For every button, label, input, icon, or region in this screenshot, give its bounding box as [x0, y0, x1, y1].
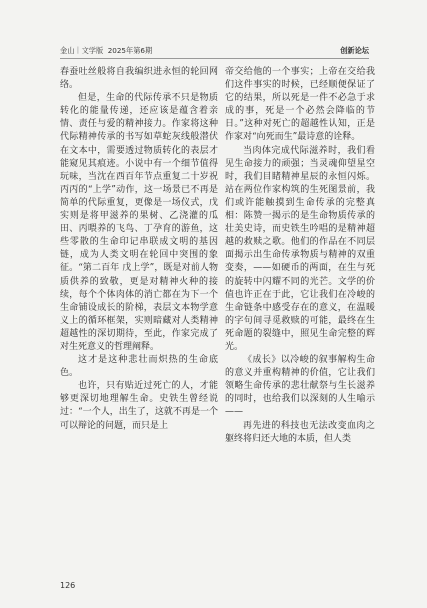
journal-issue-label	[60, 46, 152, 56]
journal-name: 金山｜文学版	[60, 46, 104, 55]
left-column	[60, 66, 218, 433]
right-column	[225, 66, 375, 446]
section-title: 创新论坛	[340, 46, 369, 55]
paragraph: 也许，只有贴近过死亡的人，才能够更深切地理解生命。史铁生曾经说过：“一个人，出生了，这就不再是一个可以辩论的问题，而只是上	[60, 381, 218, 431]
running-header	[60, 44, 369, 58]
header-divider	[60, 58, 369, 59]
paragraph: 帝交给他的一个事实；上帝在交给我们这件事实的时候，已经顺便保证了它的结果，所以死是一件不必急于求成的事，死是一个必然会降临的节日。”这种对死亡的超越性认知，正是作家对“向死而生”最诗意的诠释。	[225, 67, 375, 143]
paragraph: 这才是这种悲壮而炽热的生命底色。	[60, 355, 218, 379]
page-number: 126	[60, 581, 76, 590]
paragraph: 《成长》以冷峻的叙事解构生命的意义并重构精神的价值，它让我们领略生命传承的悲壮献祭与生长滋养的同时，也给我们以深刻的人生喻示——	[225, 355, 375, 418]
paragraph: 但是，生命的代际传承不只是物质转化的能量传递，还应该是蕴含着亲情、责任与爱的精神接力。作家将这种代际精神传承的书写如草蛇灰线般潜伏在文本中，需要透过物质转化的表层才能窥见其痕迹。小说中有一个细节值得玩味，当沈在西百年节点重复二十岁祝丙丙的“上学”动作，这一场景已不再是简单的代际重复，更像是一场仪式，戊实则是将甲滋养的果树、乙浇灌的瓜田、丙喂养的飞鸟、丁孕育的游鱼，这些零散的生命印记串联成文明的基因链，成为人类文明在轮回中突围的象征。“第二百年 戊上学”，既是对前人物质供养的致敬，更是对精神火种的接续，每个个体肉体的消亡都在为下一个生命铺设成长的阶梯，表层文本物学意义上的循环框架，实则暗藏对人类精神超越性的深切期待，至此，作家完成了对生死意义的哲理阐释。	[60, 93, 218, 352]
paragraph: 当肉体完成代际滋养时，我们看见生命接力的顽强；当灵魂仰望星空时，我们目睹精神星辰的永恒闪烁。站在两位作家构筑的生死图景前，我们或许能触摸到生命传承的完整真相：陈赞一揭示的是生命物质传承的壮美史诗，而史铁生吟唱的是精神超越的救赎之歌。他们的作品在不同层面揭示出生命传承物质与精神的双重变奏，——如硬币的两面，在生与死的旋转中闪耀不同的光芒。文学的价值也许正在于此，它让我们在冷峻的生命链条中感受存在的意义，在温暖的字句间寻觅救赎的可能，最终在生死命题的裂缝中，照见生命完整的辉光。	[225, 145, 375, 352]
issue-number: 2025年第6期	[107, 46, 153, 55]
paragraph: 春蚕吐丝般将自我编织进永恒的轮回网络。	[60, 67, 218, 91]
paragraph: 再先进的科技也无法改变血肉之躯终将归还大地的本质，但人类	[225, 420, 375, 444]
